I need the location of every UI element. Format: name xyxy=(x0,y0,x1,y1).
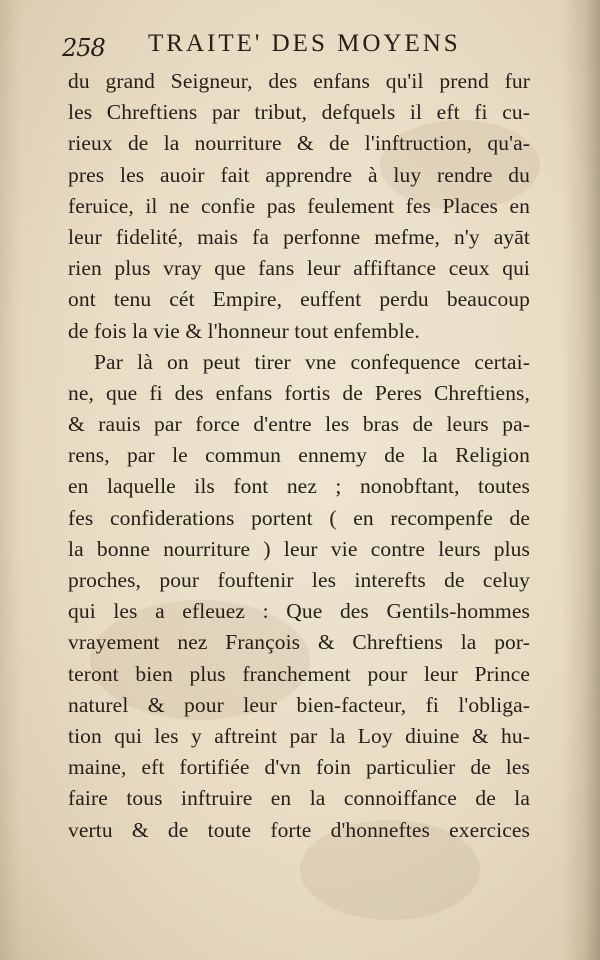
text-line: tion qui les y aftreint par la Loy diuine & hu- xyxy=(68,723,530,748)
text-line: fes confiderations portent ( en recompenfe de xyxy=(68,505,530,530)
text-line: vertu & de toute forte d'honneftes exercices xyxy=(68,817,530,842)
text-line: rieux de la nourriture & de l'inftruction, qu'a- xyxy=(68,131,530,156)
body-text xyxy=(68,66,530,846)
text-line: rien plus vray que fans leur affiftance ceux qui xyxy=(68,256,530,281)
text-line: pres les auoir fait apprendre à luy rendre du xyxy=(68,162,530,187)
text-line: la bonne nourriture ) leur vie contre leurs plus xyxy=(68,536,530,561)
text-line: leur fidelité, mais fa perfonne mefme, n'y ayāt xyxy=(68,224,530,249)
text-line: maine, eft fortifiée d'vn foin particulier de les xyxy=(68,755,530,780)
text-line: & rauis par force d'entre les bras de leurs pa- xyxy=(68,412,530,437)
text-line: teront bien plus franchement pour leur Prince xyxy=(68,661,530,686)
text-line: ont tenu cét Empire, euffent perdu beaucoup xyxy=(68,287,530,312)
text-line: feruice, il ne confie pas feulement fes Places en xyxy=(68,193,530,218)
text-line: proches, pour fouftenir les interefts de celuy xyxy=(68,568,530,592)
text-line: en laquelle ils font nez ; nonobftant, toutes xyxy=(68,474,530,499)
paragraph-start-line: Par là on peut tirer vne confequence certai- xyxy=(94,349,530,374)
text-line: ne, que fi des enfans fortis de Peres Chreftiens, xyxy=(68,380,530,405)
running-title: TRAITE' DES MOYENS xyxy=(148,30,461,57)
text-line: de fois la vie & l'honneur tout enfemble. xyxy=(68,318,420,343)
text-line: vrayement nez François & Chreftiens la por- xyxy=(68,630,530,655)
text-line: faire tous inftruire en la connoiffance de la xyxy=(68,786,530,811)
text-line: naturel & pour leur bien-facteur, fi l'obliga- xyxy=(68,692,530,717)
text-line: les Chreftiens par tribut, defquels il eft fi cu- xyxy=(68,100,530,125)
text-line: rens, par le commun ennemy de la Religion xyxy=(68,443,530,468)
text-line: du grand Seigneur, des enfans qu'il prend fur xyxy=(68,69,530,93)
page-header xyxy=(62,26,532,66)
text-line: qui les a efleuez : Que des Gentils-hommes xyxy=(68,599,530,624)
page-number: 258 xyxy=(62,34,105,62)
